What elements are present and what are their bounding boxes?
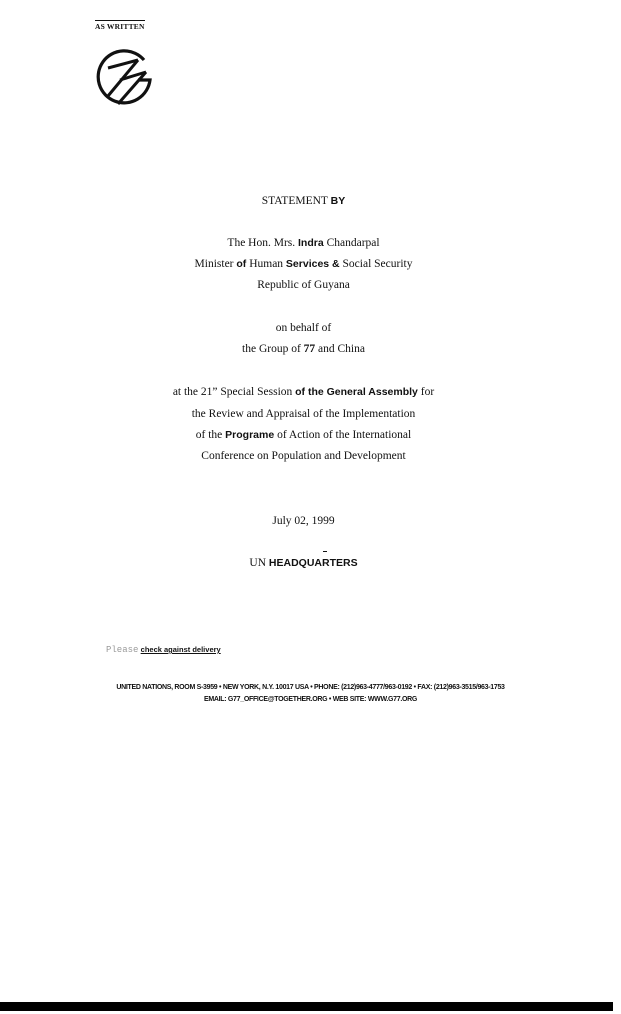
delivery-note (106, 644, 221, 655)
programme-line: of the Programe of Action of the International (195, 429, 412, 441)
divider (323, 551, 327, 552)
footer-address: UNITED NATIONS, ROOM S-3959 • NEW YORK, N.Y. 10017 USA • PHONE: (212)963-4777/963-0192 • FAX: (212)963-3515/963-1753 (116, 684, 505, 691)
g77-logo-icon (94, 46, 156, 108)
country-line: Republic of Guyana (257, 279, 350, 291)
on-behalf-line: on behalf of (275, 322, 332, 334)
review-line: the Review and Appraisal of the Implementation (191, 408, 416, 420)
location-line: UN HEADQUARTERS (249, 557, 358, 569)
date-line: July 02, 1999 (272, 515, 335, 527)
as-written-stamp: AS WRITTEN (95, 22, 145, 31)
delivery-note-dark: check against delivery (140, 645, 221, 654)
session-line: at the 21” Special Session of the General Assembly for (172, 386, 435, 398)
footer-contact: EMAIL: G77_OFFICE@TOGETHER.ORG • WEB SITE: WWW.G77.ORG (203, 696, 418, 703)
delivery-note-light: Please (106, 645, 139, 655)
speaker-title: Minister of Human Services & Social Security (194, 258, 413, 270)
statement-title: STATEMENT BY (261, 195, 346, 207)
group-line: the Group of 77 and China (242, 343, 365, 355)
conference-line: Conference on Population and Development (201, 450, 406, 462)
bottom-border (0, 1002, 613, 1011)
speaker-name: The Hon. Mrs. Indra Chandarpal (227, 237, 380, 249)
